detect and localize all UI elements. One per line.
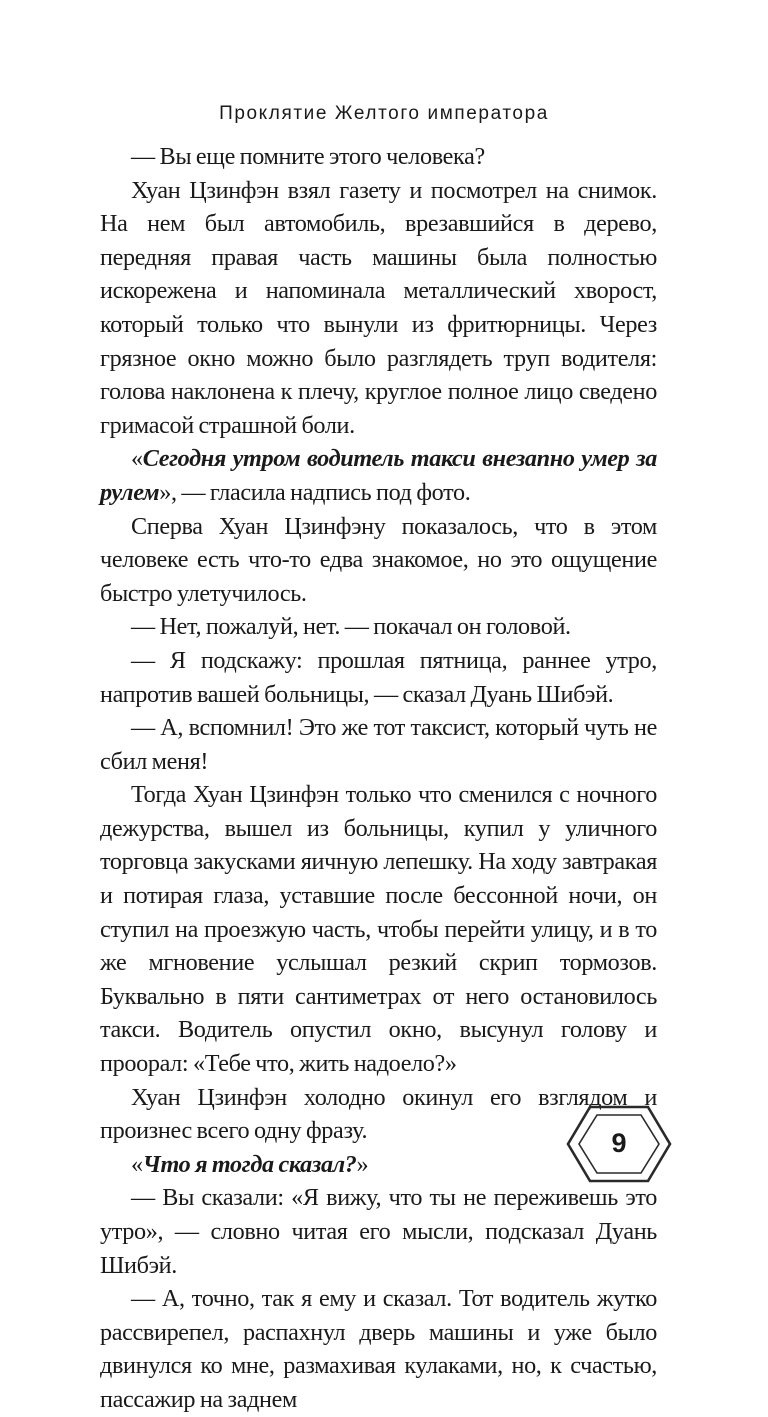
paragraph-9: Хуан Цзинфэн холодно окинул его взглядом и произнес всего одну фразу. [100,1083,657,1145]
open-quote: « [131,445,143,473]
paragraph-4: Сперва Хуан Цзинфэну показалось, что в этом человеке есть что-то едва знакомое, но это ощущение быстро улетучилось. [100,512,657,607]
inner-thought-quote: Что я тогда сказал? [142,1150,357,1178]
page-number-badge [566,1105,672,1183]
open-quote: « [131,1150,143,1178]
paragraph-12: — А, точно, так я ему и сказал. Тот водитель жутко рассвирепел, распахнул дверь машины и уже было двинулся ко мне, размахивая кулаками, но, к счастью, пассажир на заднем [100,1285,657,1413]
paragraph-2: Хуан Цзинфэн взял газету и посмотрел на снимок. На нем был автомобиль, врезавшийся в дерево, передняя правая часть машины была полностью искорежена и напоминала металлический хворост, который только что вынули из фритюрницы. Через грязное окно можно было разглядеть труп водителя: голова наклонена к плечу, круглое полное лицо сведено гримасой страшной боли. [100,176,657,439]
running-head-title: Проклятие Желтого императора [219,103,549,124]
paragraph-11: — Вы сказали: «Я вижу, что ты не переживешь это утро», — словно читая его мысли, подсказал Дуань Шибэй. [100,1184,657,1279]
paragraph-7: — А, вспомнил! Это же тот таксист, который чуть не сбил меня! [100,714,657,775]
photo-caption-quote: Сегодня утром водитель такси внезапно умер за рулем [100,445,657,506]
close-quote: » [356,1150,369,1178]
paragraph-6: — Я подскажу: прошлая пятница, раннее утро, напротив вашей больницы, — сказал Дуань Шибэй. [100,646,657,708]
paragraph-3 [100,442,657,509]
page-number: 9 [611,1128,627,1158]
body-text [100,140,657,1417]
paragraph-1: — Вы еще помните этого человека? [131,143,485,170]
paragraph-3-tail: », — гласила надпись под фото. [159,478,471,506]
paragraph-8: Тогда Хуан Цзинфэн только что сменился с ночного дежурства, вышел из больницы, купил у уличного торговца закусками яичную лепешку. На ходу завтракая и потирая глаза, уставшие после бессонной ночи, он ступил на проезжую часть, чтобы перейти улицу, и в то же мгновение услышал резкий скрип тормозов. Буквально в пяти сантиметрах от него остановилось такси. Водитель опустил окно, высунул голову и проорал: «Тебе что, жить надоело?» [100,781,657,1078]
paragraph-5: — Нет, пожалуй, нет. — покачал он головой. [131,613,571,641]
